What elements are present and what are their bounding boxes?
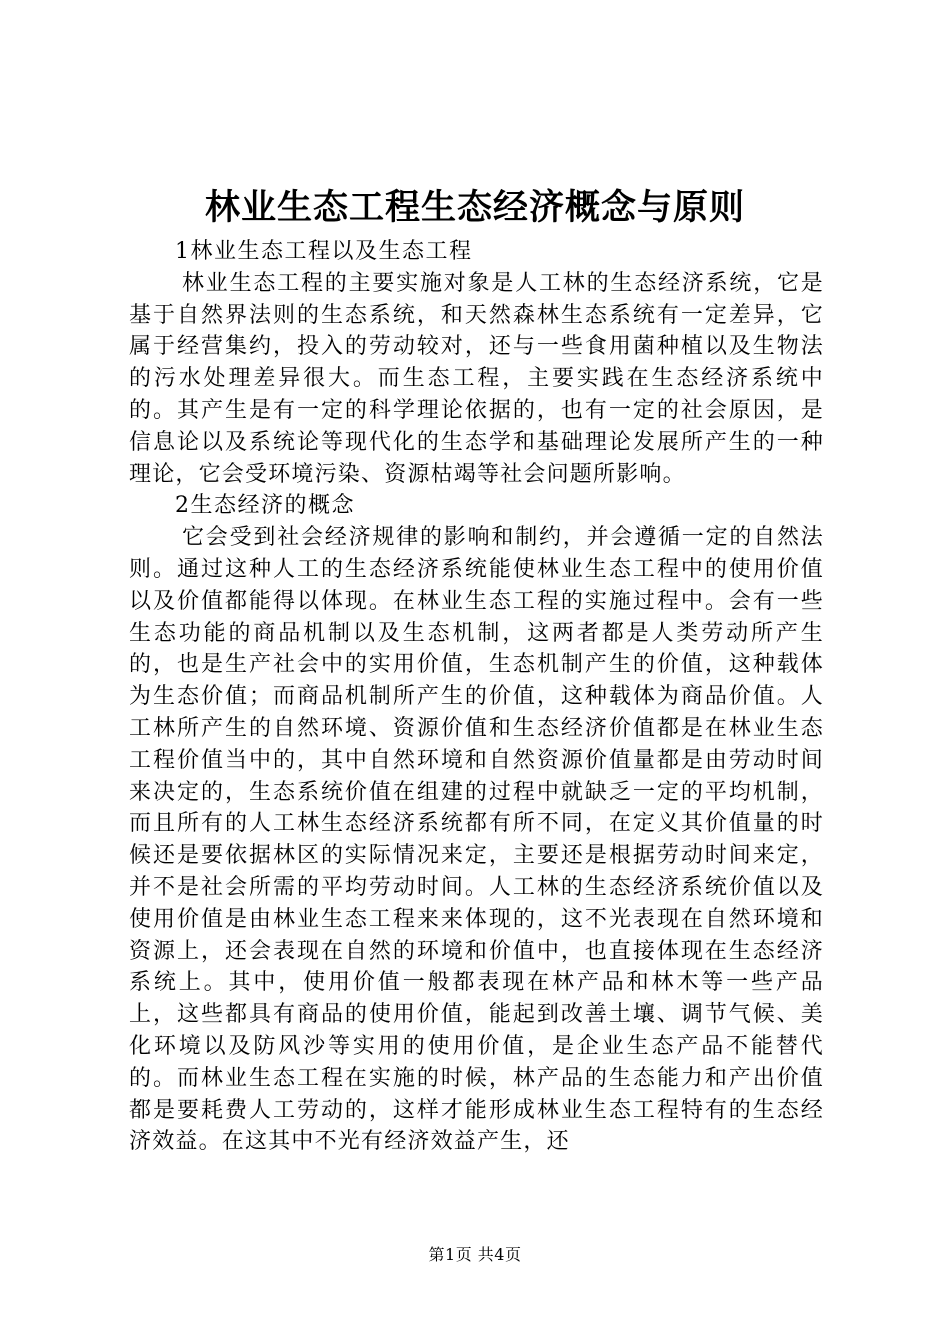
- page-footer: 第1页 共4页: [428, 1245, 522, 1264]
- section-paragraph-1: 林业生态工程的主要实施对象是人工林的生态经济系统，它是基于自然界法则的生态系统，和天然森林生态系统有一定差异，它属于经营集约，投入的劳动较对，还与一些食用菌种植以及生物法的污水处理差异很大。而生态工程，主要实践在生态经济系统中的。其产生是有一定的科学理论依据的，也有一定的社会原因，是信息论以及系统论等现代化的生态学和基础理论发展所产生的一种理论，它会受环境污染、资源枯竭等社会问题所影响。: [129, 270, 824, 487]
- section-heading-2: 2生态经济的概念: [175, 493, 355, 519]
- section-heading-1: 1林业生态工程以及生态工程: [175, 239, 473, 264]
- document-title: 林业生态工程生态经济概念与原则: [204, 187, 745, 228]
- document-body: [129, 236, 824, 1158]
- section-paragraph-2: 它会受到社会经济规律的影响和制约，并会遵循一定的自然法则。通过这种人工的生态经济系统能使林业生态工程中的使用价值以及价值都能得以体现。在林业生态工程的实施过程中。会有一些生态功能的商品机制以及生态机制，这两者都是人类劳动所产生的，也是生产社会中的实用价值，生态机制产生的价值，这种载体为生态价值；而商品机制所产生的价值，这种载体为商品价值。人工林所产生的自然环境、资源价值和生态经济价值都是在林业生态工程价值当中的，其中自然环境和自然资源价值量都是由劳动时间来决定的，生态系统价值在组建的过程中就缺乏一定的平均机制，而且所有的人工林生态经济系统都有所不同，在定义其价值量的时候还是要依据林区的实际情况来定，主要还是根据劳动时间来定，并不是社会所需的平均劳动时间。人工林的生态经济系统价值以及使用价值是由林业生态工程来来体现的，这不光表现在自然环境和资源上，还会表现在自然的环境和价值中，也直接体现在生态经济系统上。其中，使用价值一般都表现在林产品和林木等一些产品上，这些都具有商品的使用价值，能起到改善土壤、调节气候、美化环境以及防风沙等实用的使用价值，是企业生态产品不能替代的。而林业生态工程在实施的时候，林产品的生态能力和产出价值都是要耗费人工劳动的，这样才能形成林业生态工程特有的生态经济效益。在这其中不光有经济效益产生，还: [129, 525, 824, 1155]
